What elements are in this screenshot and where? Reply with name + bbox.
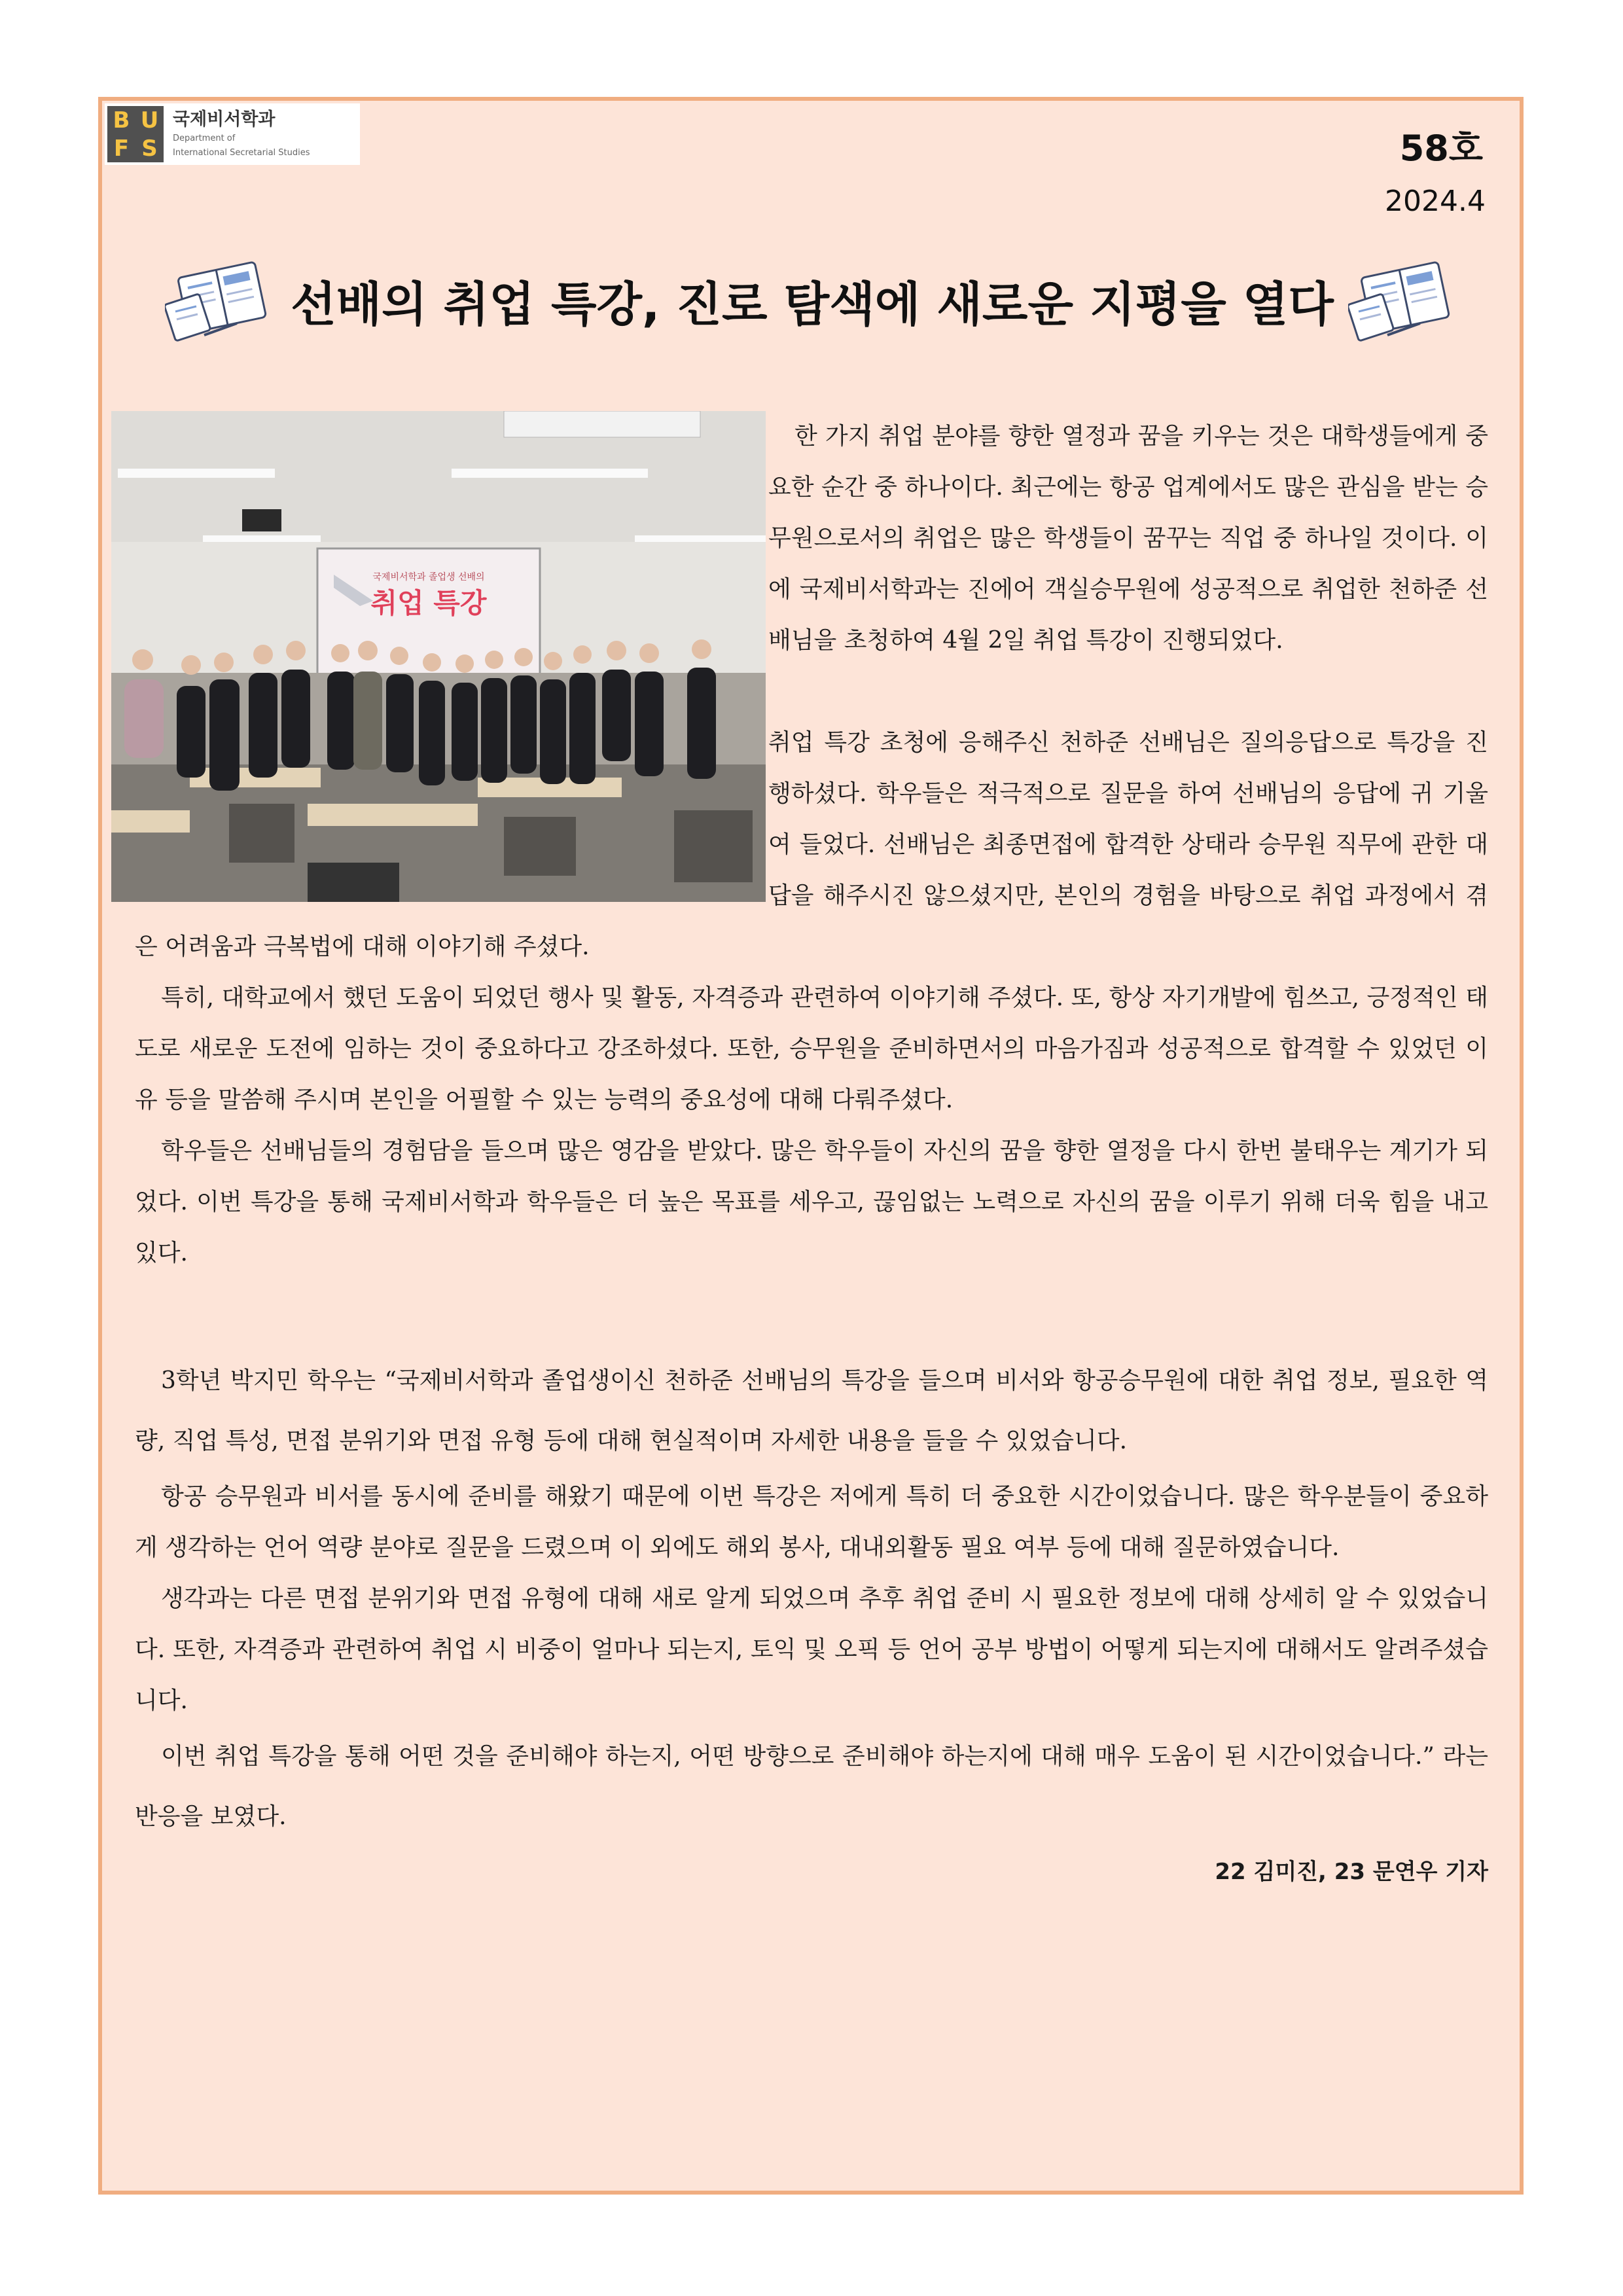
paragraph-inspiration: 학우들은 선배님들의 경험담을 들으며 많은 영감을 받았다. 많은 학우들이 자신의 꿈을 향한 열정을 다시 한번 불태우는 계기가 되었다. 이번 특강을 통해 국제비서학과 학우들은 더 높은 목표를 세우고, 끊임없는 노력으로 자신의 꿈을 이루기 위해 더욱 힘을 내고 있다. <box>135 1138 1488 1266</box>
logo-letter: S <box>141 135 158 162</box>
book-clipboard-icon <box>165 258 276 343</box>
headline-row <box>148 258 1476 343</box>
paragraph-advice: 특히, 대학교에서 했던 도움이 되었던 행사 및 활동, 자격증과 관련하여 이야기해 주셨다. 또, 항상 자기개발에 힘쓰고, 긍정적인 태도로 새로운 도전에 임하는 것이 중요하다고 강조하셨다. 또한, 승무원을 준비하면서의 마음가짐과 성공적으로 합격할 수 있었던 이유 등을 말씀해 주시며 본인을 어필할 수 있는 능력의 중요성에 대해 다뤄주셨다. <box>135 984 1488 1113</box>
paragraph-quote-4: 이번 취업 특강을 통해 어떤 것을 준비해야 하는지, 어떤 방향으로 준비해야 하는지에 대해 매우 도움이 된 시간이었습니다.” 라는 반응을 보였다. <box>135 1743 1488 1830</box>
headline: 선배의 취업 특강, 진로 탐색에 새로운 지평을 열다 <box>291 277 1334 332</box>
logo-text <box>173 110 310 158</box>
department-logo <box>105 103 360 165</box>
photo-screen-big-text: 취업 특강 <box>370 587 487 619</box>
byline: 22 김미진, 23 문연우 기자 <box>1215 1859 1488 1885</box>
logo-letter: U <box>140 107 159 134</box>
paragraph-lecture: 취업 특강 초청에 응해주신 천하준 선배님은 질의응답으로 특강을 진행하셨다. 학우들은 적극적으로 질문을 하여 선배님의 응답에 귀 기울여 들었다. 선배님은 최종면접에 합격한 상태라 승무원 직무에 관한 대답을 해주시진 않으셨지만, 본인의 경험을 바탕으로 취업 과정에서 겪은 어려움과 극복법에 대해 이야기해 주셨다. <box>135 729 1488 960</box>
bufs-logo-mark <box>107 106 164 162</box>
paragraph-quote-1: 3학년 박지민 학우는 “국제비서학과 졸업생이신 천하준 선배님의 특강을 들으며 비서와 항공승무원에 대한 취업 정보, 필요한 역량, 직업 특성, 면접 분위기와 면접 유형 등에 대해 현실적이며 자세한 내용을 들을 수 있었습니다. <box>135 1367 1488 1454</box>
issue-number: 58호 <box>1399 128 1483 169</box>
logo-name-en-1: Department of <box>173 133 236 143</box>
paragraph-intro: 한 가지 취업 분야를 향한 열정과 꿈을 키우는 것은 대학생들에게 중요한 순간 중 하나이다. 최근에는 항공 업계에서도 많은 관심을 받는 승무원으로서의 취업은 많은 학생들이 꿈꾸는 직업 중 하나일 것이다. 이에 국제비서학과는 진에어 객실승무원에 성공적으로 취업한 천하준 선배님을 초청하여 4월 2일 취업 특강이 진행되었다. <box>768 423 1488 654</box>
logo-letter: B <box>113 107 130 134</box>
photo-screen-small-text: 국제비서학과 졸업생 선배의 <box>372 572 485 583</box>
book-clipboard-icon <box>1348 258 1459 343</box>
article-body <box>135 411 1488 1892</box>
issue-date: 2024.4 <box>1385 185 1486 218</box>
logo-name-ko: 국제비서학과 <box>173 109 276 130</box>
logo-name-en-2: International Secretarial Studies <box>173 147 310 158</box>
paragraph-quote-3: 생각과는 다른 면접 분위기와 면접 유형에 대해 새로 알게 되었으며 추후 취업 준비 시 필요한 정보에 대해 상세히 알 수 있었습니다. 또한, 자격증과 관련하여 취업 시 비중이 얼마나 되는지, 토익 및 오픽 등 언어 공부 방법이 어떻게 되는지에 대해서도 알려주셨습니다. <box>135 1585 1488 1714</box>
newsletter-page <box>98 97 1524 2195</box>
logo-letter: F <box>113 135 130 162</box>
photo-placeholder <box>111 411 759 902</box>
paragraph-quote-2: 항공 승무원과 비서를 동시에 준비를 해왔기 때문에 이번 특강은 저에게 특히 더 중요한 시간이었습니다. 많은 학우분들이 중요하게 생각하는 언어 역량 분야로 질문을 드렸으며 이 외에도 해외 봉사, 대내외활동 필요 여부 등에 대해 질문하였습니다. <box>135 1483 1488 1561</box>
